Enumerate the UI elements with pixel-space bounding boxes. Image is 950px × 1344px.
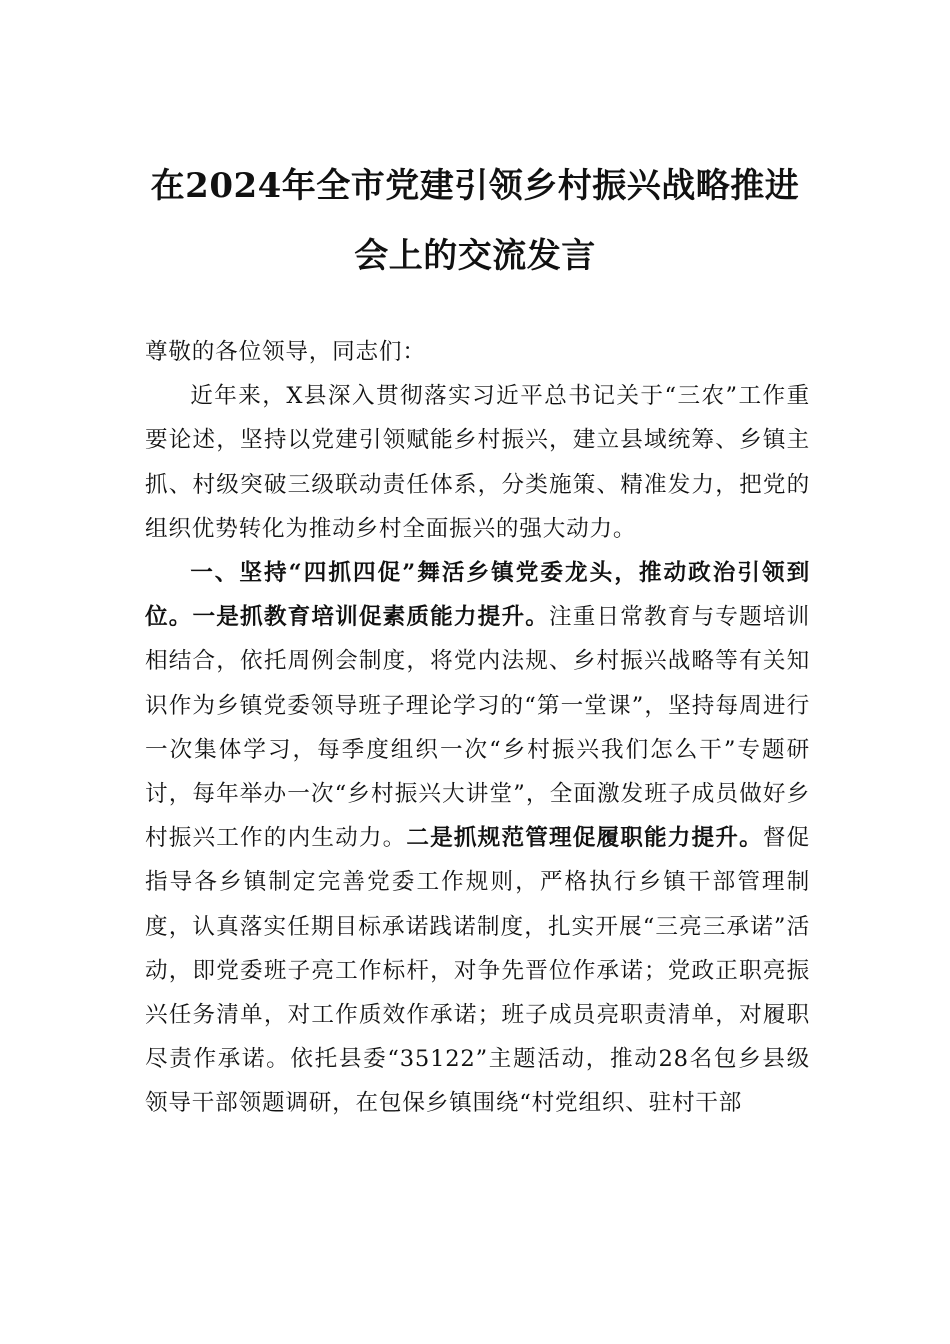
point-2-text: 督促指导各乡镇制定完善党委工作规则，严格执行乡镇干部管理制度，认真落实任期目标承诺践诺制度，扎实开展“三亮三承诺”活动，即党委班子亮工作标杆，对争先晋位作承诺；党政正职亮振兴任务清单，对工作质效作承诺；班子成员亮职责清单，对履职尽责作承诺。依托县委“35122”主题活动，推动28名包乡县级领导干部领题调研，在包保乡镇围绕“村党组织、驻村干部 (145, 825, 810, 1117)
document-title-line-2: 会上的交流发言 (354, 236, 596, 276)
paragraph-intro: 近年来，X县深入贯彻落实习近平总书记关于“三农”工作重要论述，坚持以党建引领赋能乡村振兴，建立县域统筹、乡镇主抓、村级突破三级联动责任体系，分类施策、精准发力，把党的组织优势转化为推动乡村全面振兴的强大动力。 (145, 383, 810, 542)
point-1-text: 注重日常教育与专题培训相结合，依托周例会制度，将党内法规、乡村振兴战略等有关知识作为乡镇党委领导班子理论学习的“第一堂课”，坚持每周进行一次集体学习，每季度组织一次“乡村振兴我们怎么干”专题研讨，每年举办一次“乡村振兴大讲堂”，全面激发班子成员做好乡村振兴工作的内生动力。 (145, 604, 810, 852)
paragraph-section-1 (145, 551, 810, 1126)
document-body (145, 330, 810, 1126)
section-heading: 一、坚持“四抓四促”舞活乡镇党委龙头，推动政治引领到位。 (145, 560, 810, 631)
salutation: 尊敬的各位领导，同志们： (145, 339, 426, 365)
document-title-line-1: 在2024年全市党建引领乡村振兴战略推进 (150, 166, 800, 206)
point-2-title: 二是抓规范管理促履职能力提升。 (406, 825, 763, 852)
point-1-title: 一是抓教育培训促素质能力提升。 (192, 604, 549, 631)
